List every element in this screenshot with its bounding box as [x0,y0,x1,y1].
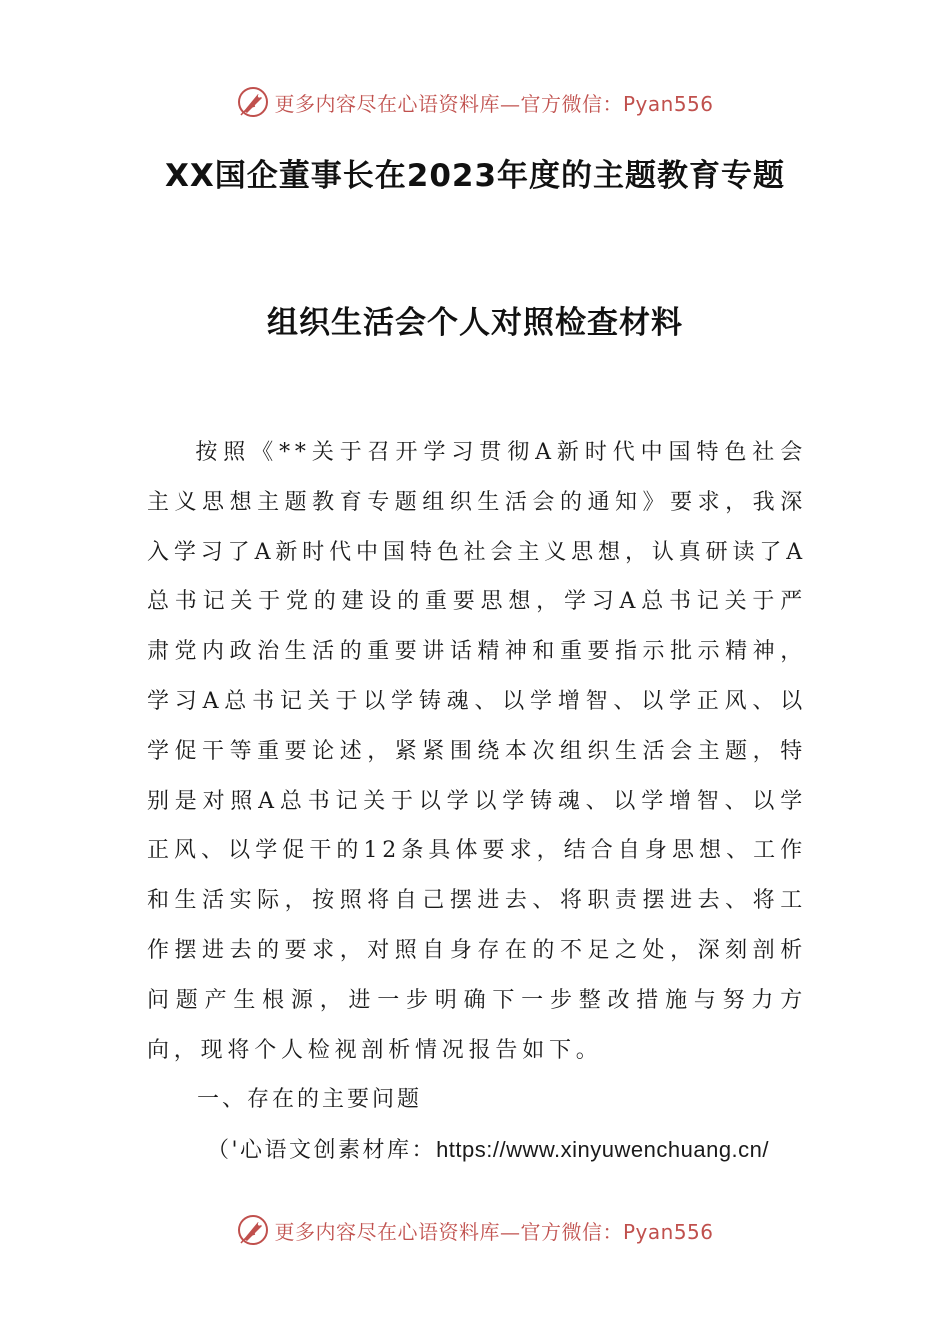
header-wechat-id: Pyan556 [622,91,714,116]
footer-banner-text: 更多内容尽在心语资料库—官方微信：Pyan556 [274,1219,714,1244]
document-title-line1: XX国企董事长在2023年度的主题教育专题 [164,158,786,194]
source-url: https://www.xinyuwenchuang.cn/ [436,1137,770,1163]
source-note [147,1125,807,1176]
document-body [147,428,807,1176]
footer-banner [0,1210,950,1250]
pen-nib-logo-icon [236,85,270,119]
document-title-line2: 组织生活会个人对照检查材料 [267,305,683,341]
footer-wechat-id: Pyan556 [622,1219,714,1244]
body-paragraph: 按照《**关于召开学习贯彻A新时代中国特色社会主义思想主题教育专题组织生活会的通知》要求，我深入学习了A新时代中国特色社会主义思想，认真研读了A总书记关于党的建设的重要思想，学习A总书记关于严肃党内政治生活的重要讲话精神和重要指示批示精神，学习A总书记关于以学铸魂、以学增智、以学正风、以学促干等重要论述，紧紧围绕本次组织生活会主题，特别是对照A总书记关于以学以学铸魂、以学增智、以学正风、以学促干的12条具体要求，结合自身思想、工作和生活实际，按照将自己摆进去、将职责摆进去、将工作摆进去的要求，对照自身存在的不足之处，深刻剖析问题产生根源，进一步明确下一步整改措施与努力方向，现将个人检视剖析情况报告如下。 [147,440,807,1063]
pen-nib-logo-icon [236,1213,270,1247]
source-label: （'心语文创素材库： [207,1138,437,1164]
section-heading: 一、存在的主要问题 [197,1087,423,1113]
header-banner [0,82,950,122]
header-banner-text: 更多内容尽在心语资料库—官方微信：Pyan556 [274,91,714,116]
